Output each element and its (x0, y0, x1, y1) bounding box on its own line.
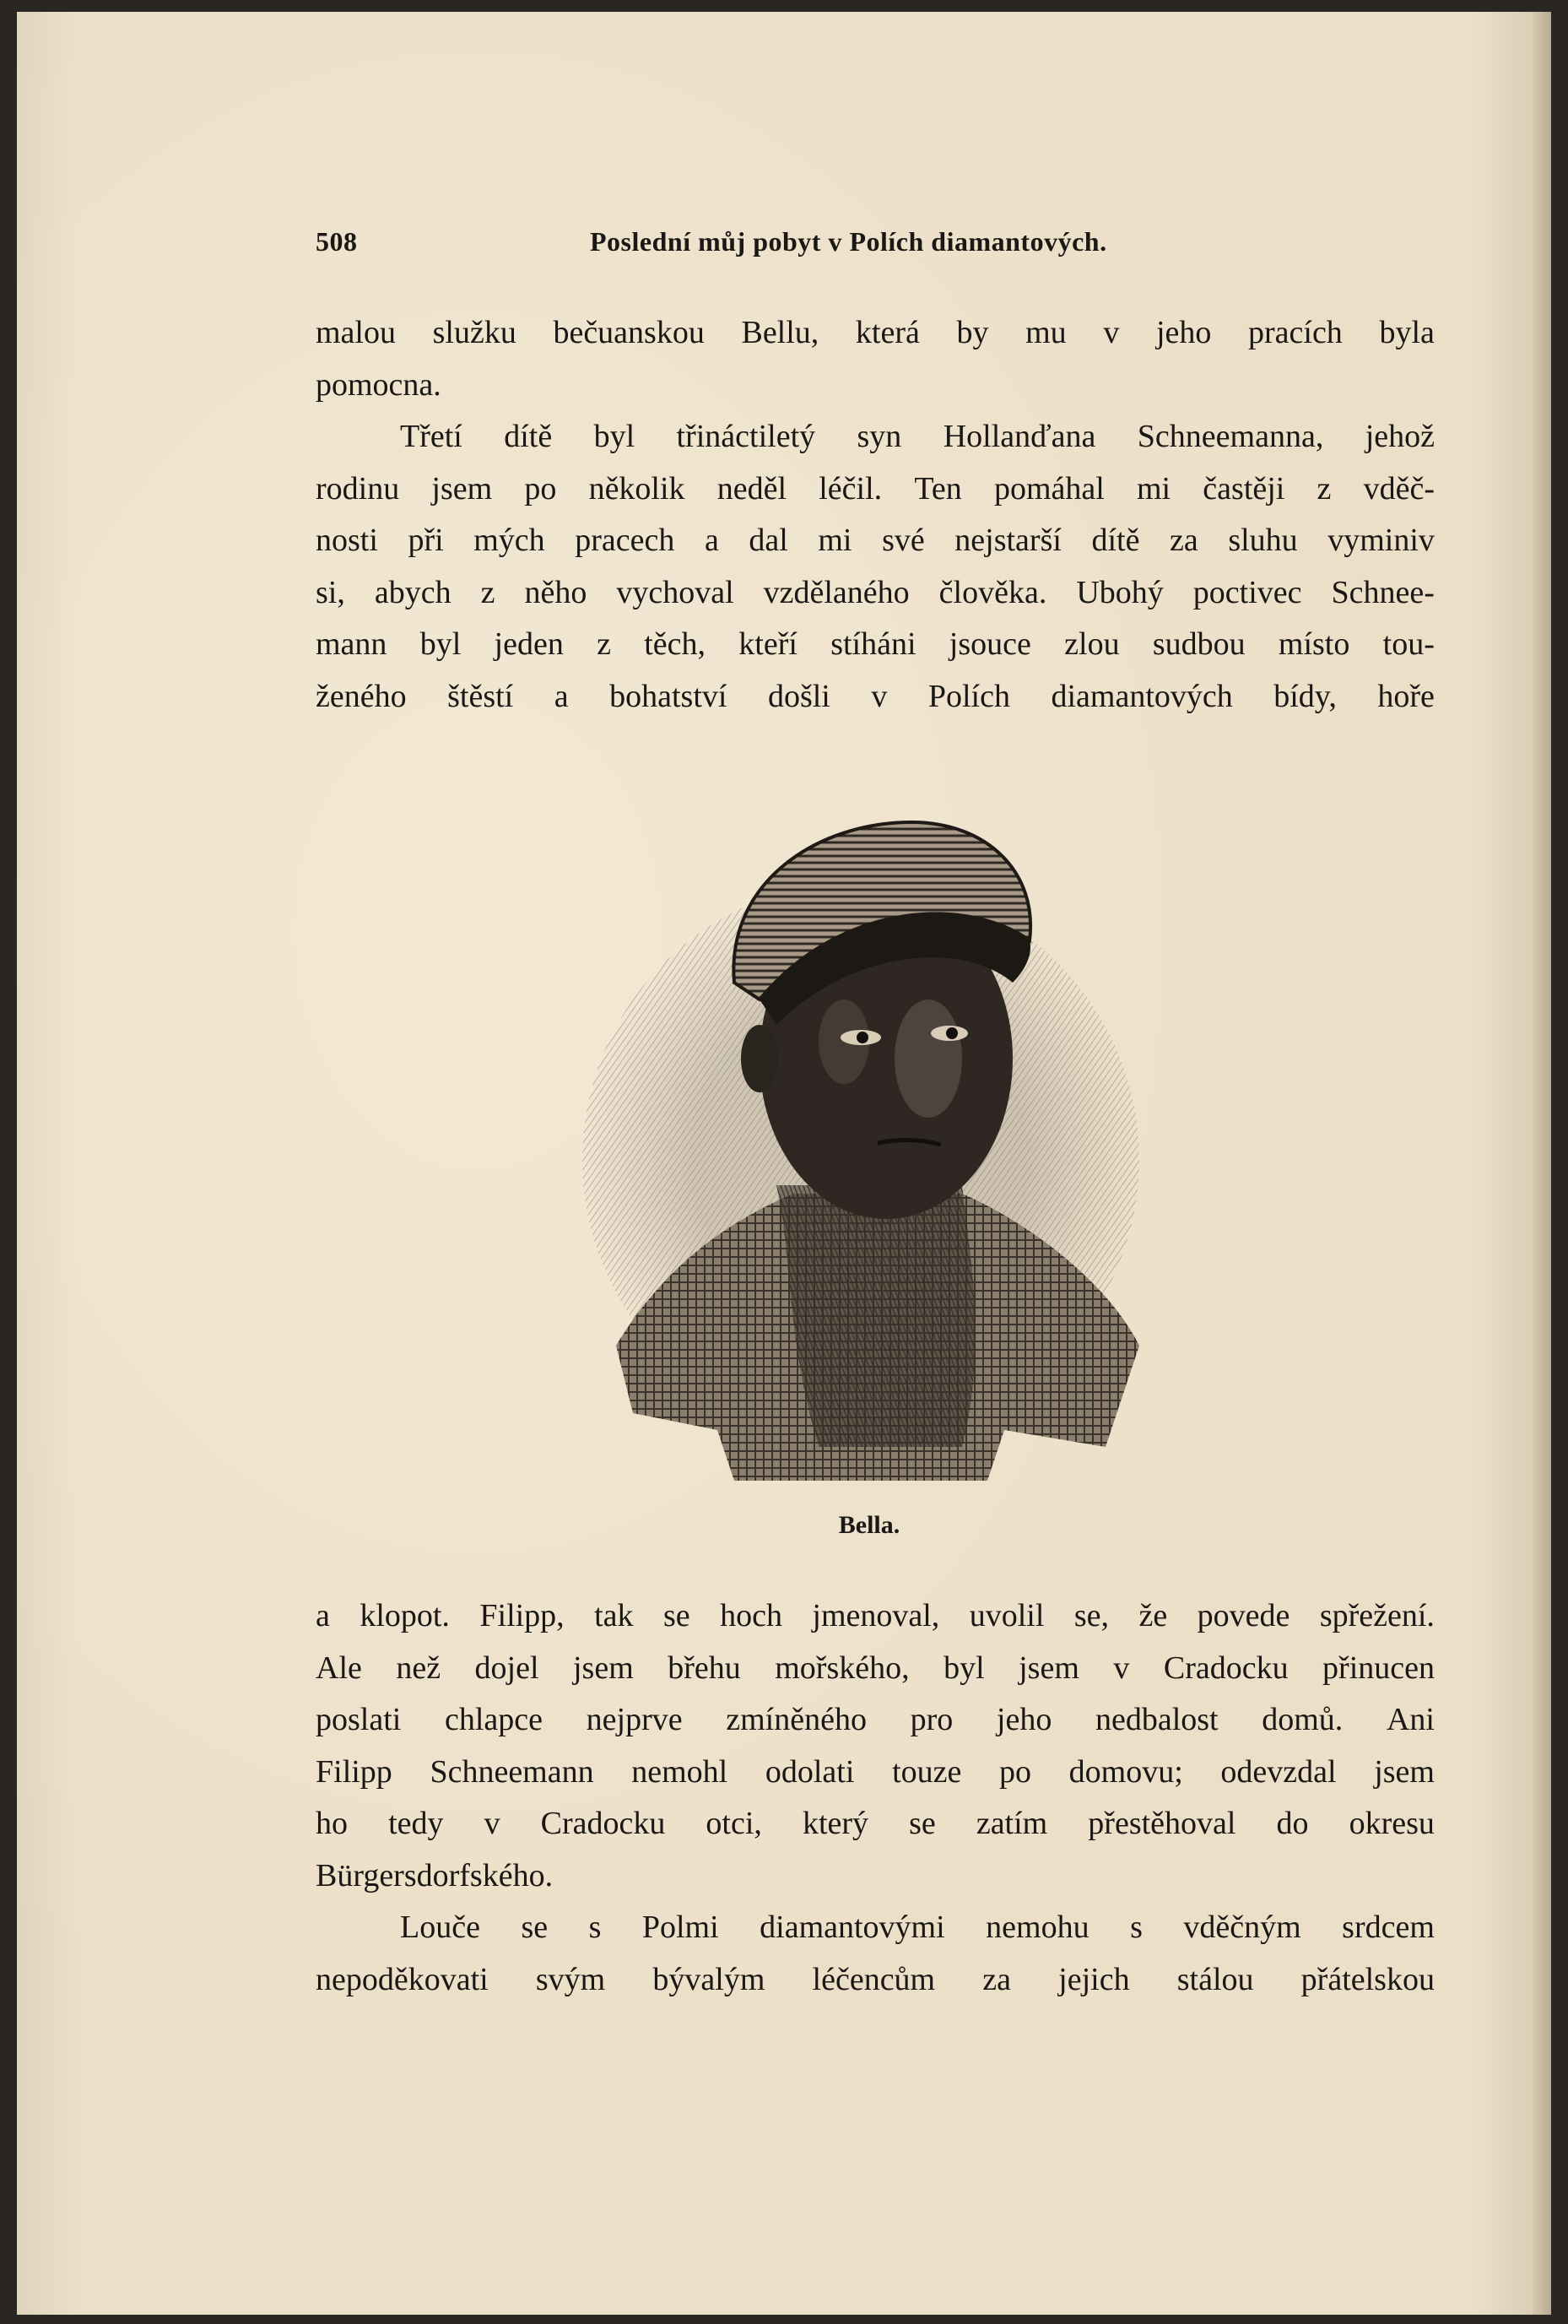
word: a (554, 678, 569, 714)
word: v (871, 678, 888, 714)
word: Ten (914, 470, 962, 507)
word: došli (767, 678, 830, 714)
word: spřežení. (1319, 1598, 1435, 1633)
word: mi (818, 523, 852, 558)
word: léčencům (812, 1961, 936, 1997)
word: touze (892, 1753, 962, 1790)
word: Ale (316, 1650, 362, 1686)
word: něho (524, 574, 587, 610)
word: své (882, 523, 925, 558)
word: vzdělaného (763, 574, 910, 610)
page-number: 508 (316, 226, 358, 257)
word: byl (419, 626, 462, 662)
word: zatím (976, 1806, 1048, 1841)
word: povede (1197, 1598, 1290, 1633)
word: jsem (573, 1650, 634, 1686)
word: malou (316, 315, 396, 350)
word: jehož (1365, 419, 1435, 454)
word: poslati (316, 1702, 402, 1737)
word: nejprve (586, 1702, 683, 1737)
word: syn (857, 419, 902, 454)
text-line (316, 1747, 1435, 1799)
word: mých (473, 523, 545, 558)
word: mann (316, 626, 387, 662)
word: Polích (927, 678, 1010, 714)
text-line (316, 671, 1435, 723)
word: domovu; (1068, 1753, 1183, 1790)
word: člověka. (938, 574, 1047, 610)
word: pomáhal (993, 470, 1105, 507)
word: břehu (668, 1650, 741, 1686)
word: zlou (1064, 626, 1120, 662)
word: než (396, 1650, 441, 1686)
word: ho (316, 1806, 348, 1841)
text-line (316, 1850, 1435, 1903)
page-header (316, 226, 1430, 263)
engraved-portrait-icon (565, 805, 1173, 1498)
word: vděčným (1183, 1910, 1301, 1945)
word: bídy, (1273, 678, 1337, 714)
text-line (316, 619, 1435, 671)
word: se (663, 1598, 690, 1633)
book-page (17, 12, 1551, 2315)
word: se (909, 1806, 936, 1841)
word: sluhu (1228, 523, 1298, 558)
word: tak (594, 1598, 634, 1633)
text-line (316, 411, 1435, 463)
word: z (480, 574, 495, 610)
text-block-bottom (316, 1590, 1435, 2006)
word: z (597, 626, 611, 662)
word: jsouce (949, 626, 1031, 662)
word: Bürgersdorfského. (316, 1857, 554, 1893)
word: hoře (1377, 678, 1435, 714)
word: odolati (765, 1753, 855, 1790)
word: zmíněného (726, 1702, 867, 1737)
word: Schneemanna, (1137, 419, 1324, 454)
word: srdcem (1342, 1910, 1435, 1945)
word: byl (593, 419, 635, 454)
word: jsem (1019, 1650, 1079, 1686)
word: pracích (1248, 315, 1343, 350)
word: mořského, (775, 1650, 910, 1686)
word: s (588, 1910, 602, 1945)
word: Cradocku (1163, 1650, 1289, 1686)
word: dal (749, 523, 788, 558)
word: dítě (1091, 523, 1140, 558)
text-line (316, 360, 1435, 412)
word: jeho (1155, 315, 1212, 350)
text-line (316, 1590, 1435, 1643)
word: jsem (1374, 1753, 1435, 1790)
word: byl (944, 1650, 985, 1686)
text-line (316, 1954, 1435, 2007)
word: vychoval (616, 574, 734, 610)
word: za (982, 1961, 1012, 1997)
word: jmenoval, (812, 1598, 940, 1633)
word: několik (588, 470, 685, 507)
word: mi (1136, 470, 1171, 507)
text-line (316, 1643, 1435, 1695)
word: okresu (1349, 1806, 1435, 1841)
word: Hollanďana (943, 419, 1096, 454)
portrait-figure (565, 805, 1173, 1539)
text-line (316, 1902, 1435, 1954)
word: svým (535, 1961, 606, 1997)
word: ženého (316, 678, 407, 714)
word: vděč- (1363, 470, 1435, 507)
word: přestěhoval (1088, 1806, 1236, 1841)
word: Schnee- (1331, 574, 1435, 610)
word: třináctiletý (676, 419, 816, 454)
word: dojel (474, 1650, 539, 1686)
word: jejich (1058, 1961, 1130, 1997)
word: vyminiv (1327, 523, 1435, 558)
text-line (316, 567, 1435, 620)
word: Ani (1386, 1702, 1435, 1737)
word: pomocna. (316, 366, 441, 403)
word: při (408, 523, 444, 558)
word: nemohu (986, 1910, 1089, 1945)
word: poctivec (1192, 574, 1302, 610)
word: v (484, 1806, 500, 1841)
word: Filipp (316, 1753, 392, 1790)
word: diamantových (1051, 678, 1233, 714)
word: nedbalost (1095, 1702, 1219, 1737)
word: sudbou (1152, 626, 1246, 662)
text-line (316, 307, 1435, 360)
word: stíháni (830, 626, 916, 662)
word: a (704, 523, 719, 558)
word: rodinu (316, 470, 400, 507)
word: nejstarší (954, 523, 1062, 558)
word: těch, (644, 626, 706, 662)
word: neděl (716, 470, 787, 507)
word: se, (1073, 1598, 1110, 1633)
word: kteří (738, 626, 798, 662)
word: s (1130, 1910, 1143, 1945)
word: jsem (431, 470, 493, 507)
word: mu (1025, 315, 1067, 350)
word: hoch (720, 1598, 782, 1633)
word: domů. (1262, 1702, 1344, 1737)
word: jeden (494, 626, 564, 662)
text-block-top (316, 307, 1435, 723)
word: která (855, 315, 920, 350)
word: služku (432, 315, 516, 350)
figure-caption: Bella. (838, 1511, 900, 1539)
word: nepoděkovati (316, 1961, 489, 1997)
word: štěstí (447, 678, 514, 714)
word: abych (374, 574, 451, 610)
text-line (316, 1694, 1435, 1747)
word: uvolil (969, 1598, 1045, 1633)
word: jeho (996, 1702, 1052, 1737)
word: Filipp, (479, 1598, 565, 1633)
word: bohatství (609, 678, 727, 714)
word: pro (910, 1702, 954, 1737)
word: diamantovými (760, 1910, 945, 1945)
text-line (316, 1798, 1435, 1850)
word: nosti (316, 523, 378, 558)
word: by (956, 315, 989, 350)
word: do (1276, 1806, 1309, 1841)
word: Cradocku (540, 1806, 666, 1841)
word: pracech (575, 523, 675, 558)
word: klopot. (360, 1598, 450, 1633)
word: tou- (1382, 626, 1435, 662)
running-head: Poslední můj pobyt v Polích diamantových. (590, 226, 1107, 257)
word: místo (1278, 626, 1350, 662)
word: bečuanskou (553, 315, 705, 350)
text-line (316, 463, 1435, 516)
word: za (1170, 523, 1198, 558)
word: otci, (706, 1806, 762, 1841)
text-line (316, 515, 1435, 567)
word: Ubohý (1076, 574, 1164, 610)
word: v (1113, 1650, 1130, 1686)
word: že (1138, 1598, 1168, 1633)
word: se (521, 1910, 549, 1945)
word: Bellu, (741, 315, 819, 350)
word: Louče (400, 1910, 480, 1945)
word: odevzdal (1220, 1753, 1337, 1790)
word: dítě (504, 419, 553, 454)
word: nemohl (631, 1753, 728, 1790)
word: léčil. (819, 470, 883, 507)
word: Polmi (641, 1910, 719, 1945)
word: chlapce (444, 1702, 543, 1737)
word: v (1103, 315, 1120, 350)
word: který (802, 1806, 869, 1841)
word: přinucen (1322, 1650, 1435, 1686)
word: po (999, 1753, 1031, 1790)
word: stálou (1176, 1961, 1254, 1997)
word: z (1317, 470, 1332, 507)
page-edge (1533, 12, 1551, 2315)
word: častěji (1203, 470, 1285, 507)
word: byla (1379, 315, 1435, 350)
word: si, (316, 574, 345, 610)
word: bývalým (652, 1961, 765, 1997)
word: Schneemann (430, 1753, 594, 1790)
word: tedy (388, 1806, 444, 1841)
word: po (524, 470, 557, 507)
word: přátelskou (1300, 1961, 1435, 1997)
word: a (316, 1598, 330, 1633)
word: Třetí (400, 419, 462, 454)
